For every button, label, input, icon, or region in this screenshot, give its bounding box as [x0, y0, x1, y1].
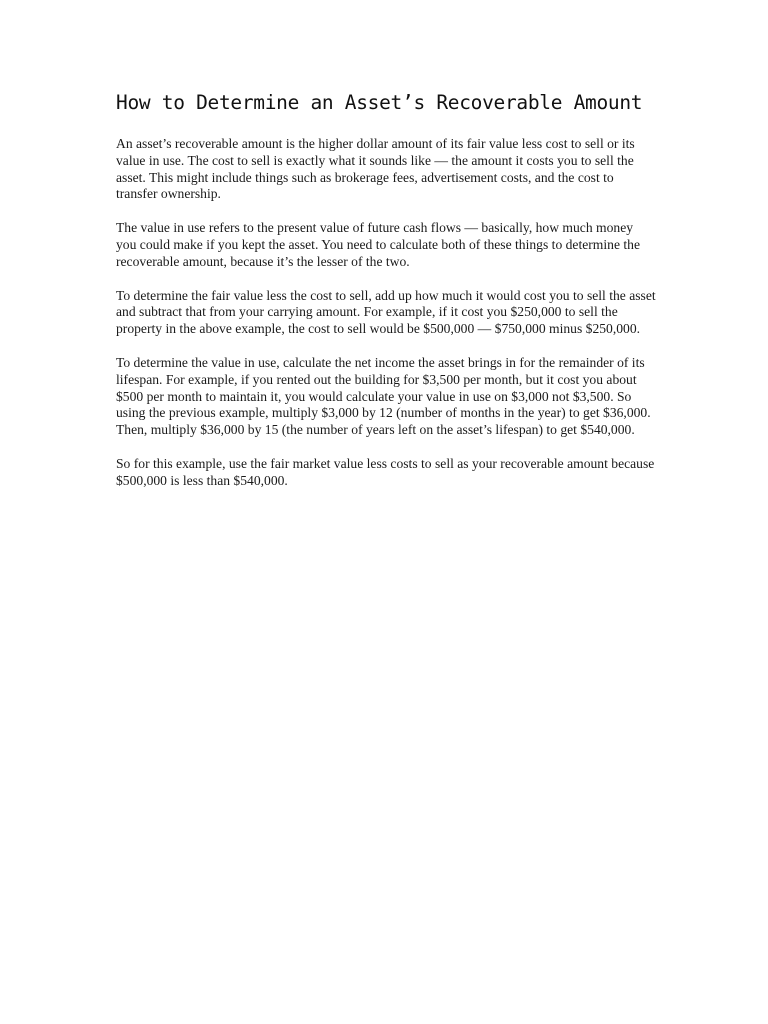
paragraph-value-in-use-calculation: To determine the value in use, calculate the net income the asset brings in for the remainder of its lifespan. For example, if you rented out the building for $3,500 per month, but it cost you about $500 per month to maintain it, you would calculate your value in use on $3,000 not $3,500. So using the previous example, multiply $3,000 by 12 (number of months in the year) to get $36,000. Then, multiply $36,000 by 15 (the number of years left on the asset’s lifespan) to get $540,000.: [116, 354, 651, 438]
document-body: [116, 90, 656, 507]
paragraph-recoverable-amount-definition: An asset’s recoverable amount is the higher dollar amount of its fair value less cost to sell or its value in use. The cost to sell is exactly what it sounds like — the amount it costs you to sell the asset. This might include things such as brokerage fees, advertisement costs, and the cost to transfer ownership.: [116, 136, 635, 202]
paragraph-conclusion: So for this example, use the fair market value less costs to sell as your recoverable amount because $500,000 is less than $540,000.: [116, 455, 655, 488]
paragraph-fair-value-less-cost: To determine the fair value less the cost to sell, add up how much it would cost you to sell the asset and subtract that from your carrying amount. For example, if it cost you $250,000 to sell the property in the above example, the cost to sell would be $500,000 — $750,000 minus $250,000.: [116, 287, 656, 337]
paragraph-value-in-use: The value in use refers to the present value of future cash flows — basically, how much money you could make if you kept the asset. You need to calculate both of these things to determine the recoverable amount, because it’s the lesser of the two.: [116, 220, 640, 269]
document-title: How to Determine an Asset’s Recoverable Amount: [116, 91, 643, 114]
